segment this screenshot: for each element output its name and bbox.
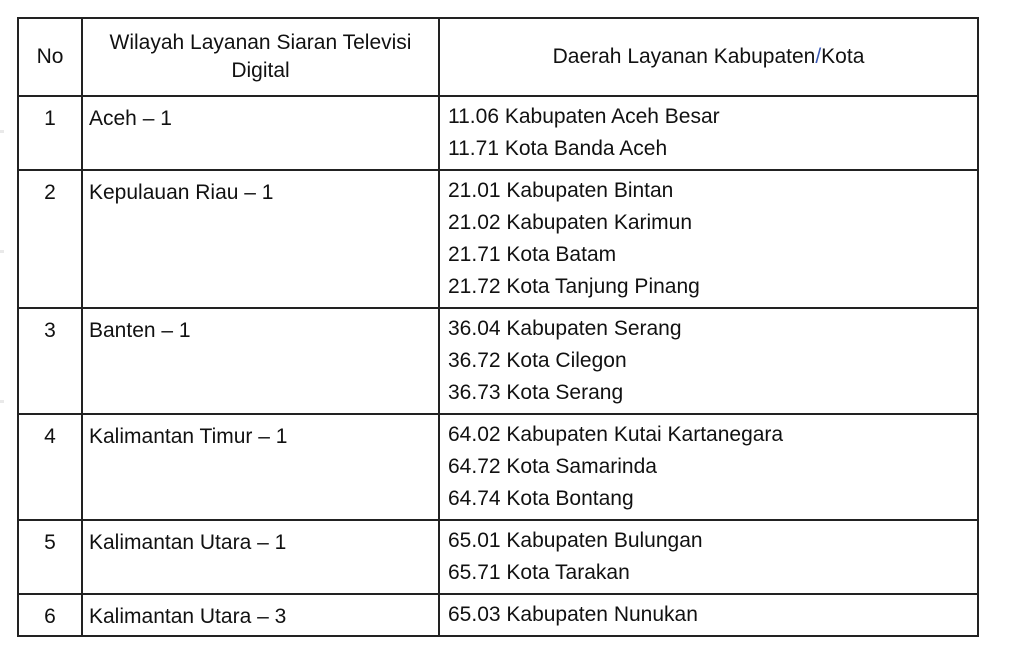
daerah-item: 64.02 Kabupaten Kutai Kartanegara — [448, 423, 784, 446]
row-daerah — [439, 96, 978, 170]
row-number: 4 — [18, 414, 82, 520]
daerah-item: 21.02 Kabupaten Karimun — [448, 211, 693, 234]
table-row — [18, 520, 978, 594]
daerah-item: 65.03 Kabupaten Nunukan — [448, 603, 698, 626]
service-area-table — [17, 17, 979, 637]
daerah-item: 36.73 Kota Serang — [448, 381, 624, 404]
row-wilayah: Banten – 1 — [82, 308, 439, 414]
table-row — [18, 170, 978, 308]
header-wilayah: Wilayah Layanan Siaran Televisi Digital — [82, 18, 439, 96]
row-wilayah: Aceh – 1 — [82, 96, 439, 170]
row-number: 1 — [18, 96, 82, 170]
row-daerah — [439, 520, 978, 594]
row-daerah — [439, 170, 978, 308]
row-wilayah: Kalimantan Utara – 1 — [82, 520, 439, 594]
header-daerah-text-end: Kota — [821, 45, 865, 68]
table-row — [18, 594, 978, 636]
header-daerah — [439, 18, 978, 96]
header-no: No — [18, 18, 82, 96]
row-number: 3 — [18, 308, 82, 414]
header-daerah-text: Daerah Layanan Kabupaten — [552, 45, 816, 68]
row-number: 5 — [18, 520, 82, 594]
daerah-item: 64.72 Kota Samarinda — [448, 455, 657, 478]
scan-mark — [0, 250, 4, 253]
header-daerah-slash: / — [815, 45, 822, 68]
daerah-item: 21.71 Kota Batam — [448, 243, 617, 266]
row-wilayah: Kalimantan Utara – 3 — [82, 594, 439, 636]
daerah-item: 11.06 Kabupaten Aceh Besar — [448, 105, 720, 128]
daerah-item: 11.71 Kota Banda Aceh — [448, 137, 668, 160]
daerah-item: 36.72 Kota Cilegon — [448, 349, 627, 372]
daerah-item: 21.72 Kota Tanjung Pinang — [448, 275, 700, 298]
table-row — [18, 308, 978, 414]
daerah-item: 21.01 Kabupaten Bintan — [448, 179, 674, 202]
daerah-item: 64.74 Kota Bontang — [448, 487, 634, 510]
table-row — [18, 414, 978, 520]
table-row — [18, 96, 978, 170]
row-wilayah: Kepulauan Riau – 1 — [82, 170, 439, 308]
row-daerah — [439, 594, 978, 636]
daerah-item: 65.71 Kota Tarakan — [448, 561, 630, 584]
row-number: 6 — [18, 594, 82, 636]
row-number: 2 — [18, 170, 82, 308]
row-wilayah: Kalimantan Timur – 1 — [82, 414, 439, 520]
daerah-item: 36.04 Kabupaten Serang — [448, 317, 682, 340]
daerah-item: 65.01 Kabupaten Bulungan — [448, 529, 703, 552]
row-daerah — [439, 414, 978, 520]
table-header-row — [18, 18, 978, 96]
scan-mark — [0, 400, 4, 403]
scan-mark — [0, 130, 4, 133]
row-daerah — [439, 308, 978, 414]
